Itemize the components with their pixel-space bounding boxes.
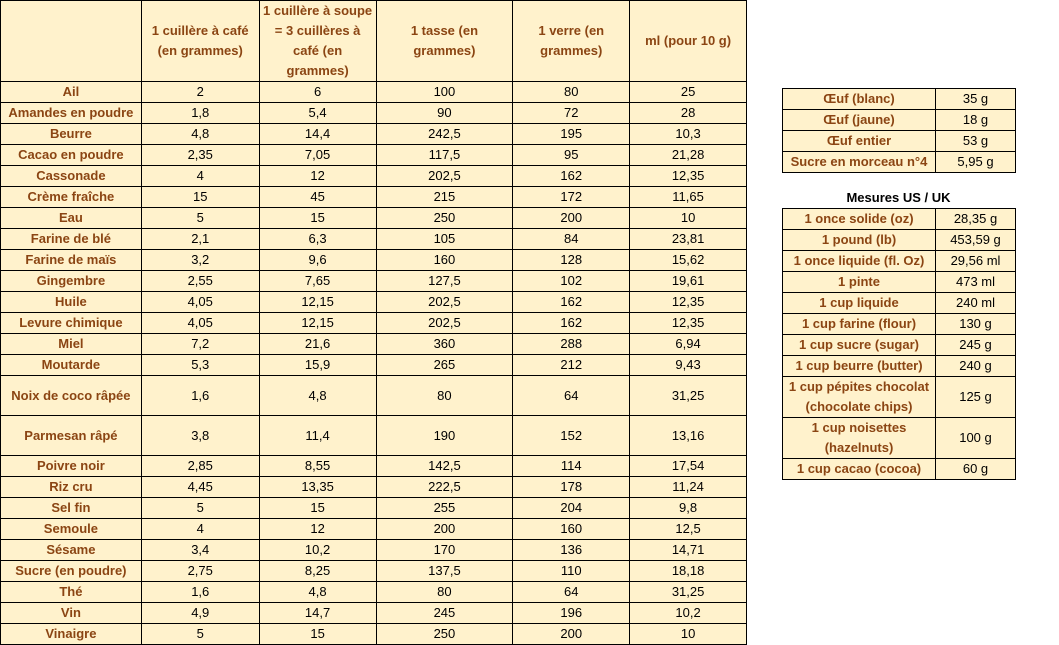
header-cell: 1 tasse (en grammes) (376, 1, 513, 82)
value-cell: 200 (513, 208, 630, 229)
value-cell: 80 (376, 376, 513, 416)
value-cell: 2,75 (141, 561, 259, 582)
value-cell: 4 (141, 519, 259, 540)
table-row (1, 376, 747, 416)
table-row (1, 456, 747, 477)
ingredient-name: Beurre (1, 124, 142, 145)
measure-value: 125 g (936, 377, 1016, 418)
value-cell: 15,62 (630, 250, 747, 271)
ingredient-name: Miel (1, 334, 142, 355)
value-cell: 265 (376, 355, 513, 376)
value-cell: 160 (513, 519, 630, 540)
ingredient-name: Sésame (1, 540, 142, 561)
measure-label: 1 once liquide (fl. Oz) (783, 251, 936, 272)
table-row (1, 355, 747, 376)
table-row (783, 89, 1016, 110)
table-row (783, 152, 1016, 173)
value-cell: 31,25 (630, 376, 747, 416)
header-row (1, 1, 747, 82)
value-cell: 5 (141, 498, 259, 519)
value-cell: 222,5 (376, 477, 513, 498)
value-cell: 64 (513, 376, 630, 416)
value-cell: 202,5 (376, 166, 513, 187)
value-cell: 4,05 (141, 292, 259, 313)
ingredient-name: Poivre noir (1, 456, 142, 477)
value-cell: 200 (513, 624, 630, 645)
value-cell: 250 (376, 208, 513, 229)
value-cell: 10 (630, 208, 747, 229)
table-row (1, 416, 747, 456)
ingredient-name: Vinaigre (1, 624, 142, 645)
measure-value: 130 g (936, 314, 1016, 335)
measure-value: 453,59 g (936, 230, 1016, 251)
table-row (1, 498, 747, 519)
table-row (1, 124, 747, 145)
measure-value: 245 g (936, 335, 1016, 356)
measure-value: 240 ml (936, 293, 1016, 314)
table-row (1, 271, 747, 292)
ingredient-name: Amandes en poudre (1, 103, 142, 124)
value-cell: 10,2 (259, 540, 376, 561)
value-cell: 170 (376, 540, 513, 561)
table-row (1, 477, 747, 498)
value-cell: 31,25 (630, 582, 747, 603)
measure-value: 18 g (936, 110, 1016, 131)
table-row (783, 251, 1016, 272)
ingredient-name: Cacao en poudre (1, 145, 142, 166)
value-cell: 105 (376, 229, 513, 250)
ingredient-name: Cassonade (1, 166, 142, 187)
value-cell: 7,65 (259, 271, 376, 292)
measure-value: 5,95 g (936, 152, 1016, 173)
value-cell: 7,05 (259, 145, 376, 166)
table-row (1, 624, 747, 645)
measure-label: 1 cup noisettes (hazelnuts) (783, 418, 936, 459)
value-cell: 4,8 (259, 582, 376, 603)
value-cell: 2,35 (141, 145, 259, 166)
ingredient-name: Sel fin (1, 498, 142, 519)
value-cell: 6,3 (259, 229, 376, 250)
value-cell: 12,35 (630, 166, 747, 187)
table-row (783, 230, 1016, 251)
table-row (1, 334, 747, 355)
table-row (1, 292, 747, 313)
value-cell: 21,6 (259, 334, 376, 355)
value-cell: 12 (259, 519, 376, 540)
value-cell: 162 (513, 313, 630, 334)
value-cell: 2 (141, 82, 259, 103)
table-row (783, 272, 1016, 293)
eggs-sugar-table (782, 88, 1016, 173)
value-cell: 17,54 (630, 456, 747, 477)
value-cell: 80 (513, 82, 630, 103)
value-cell: 204 (513, 498, 630, 519)
measure-label: 1 cup pépites chocolat (chocolate chips) (783, 377, 936, 418)
value-cell: 19,61 (630, 271, 747, 292)
ingredient-name: Eau (1, 208, 142, 229)
value-cell: 250 (376, 624, 513, 645)
value-cell: 90 (376, 103, 513, 124)
header-cell: 1 cuillère à café (en grammes) (141, 1, 259, 82)
measure-label: 1 cup sucre (sugar) (783, 335, 936, 356)
table-row (1, 208, 747, 229)
table-row (1, 603, 747, 624)
value-cell: 11,65 (630, 187, 747, 208)
table-row (783, 314, 1016, 335)
ingredient-name: Parmesan râpé (1, 416, 142, 456)
value-cell: 5,4 (259, 103, 376, 124)
value-cell: 4,8 (259, 376, 376, 416)
value-cell: 45 (259, 187, 376, 208)
header-cell: 1 cuillère à soupe = 3 cuillères à café (en grammes) (259, 1, 376, 82)
ingredient-name: Ail (1, 82, 142, 103)
value-cell: 245 (376, 603, 513, 624)
value-cell: 15 (141, 187, 259, 208)
value-cell: 10,3 (630, 124, 747, 145)
value-cell: 21,28 (630, 145, 747, 166)
measure-label: 1 cup liquide (783, 293, 936, 314)
value-cell: 15 (259, 208, 376, 229)
value-cell: 12 (259, 166, 376, 187)
value-cell: 190 (376, 416, 513, 456)
measure-label: 1 pinte (783, 272, 936, 293)
measure-label: 1 cup beurre (butter) (783, 356, 936, 377)
ingredient-name: Noix de coco râpée (1, 376, 142, 416)
value-cell: 15,9 (259, 355, 376, 376)
value-cell: 102 (513, 271, 630, 292)
value-cell: 212 (513, 355, 630, 376)
value-cell: 6,94 (630, 334, 747, 355)
table-row (1, 313, 747, 334)
table-row (783, 459, 1016, 480)
ingredient-name: Huile (1, 292, 142, 313)
value-cell: 162 (513, 292, 630, 313)
measure-value: 53 g (936, 131, 1016, 152)
measure-value: 60 g (936, 459, 1016, 480)
value-cell: 7,2 (141, 334, 259, 355)
value-cell: 1,6 (141, 582, 259, 603)
table-row (1, 166, 747, 187)
value-cell: 172 (513, 187, 630, 208)
value-cell: 15 (259, 498, 376, 519)
value-cell: 5,3 (141, 355, 259, 376)
value-cell: 4,8 (141, 124, 259, 145)
ingredient-name: Gingembre (1, 271, 142, 292)
value-cell: 72 (513, 103, 630, 124)
ingredient-name: Sucre (en poudre) (1, 561, 142, 582)
value-cell: 162 (513, 166, 630, 187)
table-row (1, 561, 747, 582)
table-row (783, 377, 1016, 418)
ingredient-name: Moutarde (1, 355, 142, 376)
us-uk-measures-table (782, 208, 1016, 480)
value-cell: 28 (630, 103, 747, 124)
value-cell: 360 (376, 334, 513, 355)
value-cell: 25 (630, 82, 747, 103)
header-cell: 1 verre (en grammes) (513, 1, 630, 82)
table-row (783, 293, 1016, 314)
value-cell: 2,1 (141, 229, 259, 250)
measure-value: 240 g (936, 356, 1016, 377)
value-cell: 14,7 (259, 603, 376, 624)
value-cell: 137,5 (376, 561, 513, 582)
value-cell: 64 (513, 582, 630, 603)
value-cell: 14,4 (259, 124, 376, 145)
value-cell: 195 (513, 124, 630, 145)
value-cell: 128 (513, 250, 630, 271)
value-cell: 12,15 (259, 313, 376, 334)
value-cell: 12,35 (630, 292, 747, 313)
value-cell: 136 (513, 540, 630, 561)
value-cell: 255 (376, 498, 513, 519)
value-cell: 14,71 (630, 540, 747, 561)
table-row (1, 250, 747, 271)
value-cell: 110 (513, 561, 630, 582)
measure-value: 35 g (936, 89, 1016, 110)
value-cell: 8,55 (259, 456, 376, 477)
table-row (783, 209, 1016, 230)
us-uk-measures-title: Mesures US / UK (846, 190, 951, 205)
value-cell: 196 (513, 603, 630, 624)
value-cell: 8,25 (259, 561, 376, 582)
value-cell: 12,5 (630, 519, 747, 540)
value-cell: 18,18 (630, 561, 747, 582)
value-cell: 117,5 (376, 145, 513, 166)
ingredient-name: Vin (1, 603, 142, 624)
value-cell: 4 (141, 166, 259, 187)
ingredient-name: Farine de blé (1, 229, 142, 250)
measure-label: Œuf (blanc) (783, 89, 936, 110)
table-row (1, 519, 747, 540)
value-cell: 2,85 (141, 456, 259, 477)
value-cell: 9,6 (259, 250, 376, 271)
measure-value: 28,35 g (936, 209, 1016, 230)
value-cell: 84 (513, 229, 630, 250)
value-cell: 4,05 (141, 313, 259, 334)
value-cell: 1,8 (141, 103, 259, 124)
value-cell: 12,15 (259, 292, 376, 313)
table-row (1, 540, 747, 561)
table-row (783, 356, 1016, 377)
measure-value: 473 ml (936, 272, 1016, 293)
value-cell: 202,5 (376, 292, 513, 313)
measure-value: 100 g (936, 418, 1016, 459)
value-cell: 160 (376, 250, 513, 271)
ingredient-name: Farine de maïs (1, 250, 142, 271)
value-cell: 5 (141, 208, 259, 229)
value-cell: 23,81 (630, 229, 747, 250)
value-cell: 12,35 (630, 313, 747, 334)
value-cell: 114 (513, 456, 630, 477)
value-cell: 9,43 (630, 355, 747, 376)
value-cell: 11,4 (259, 416, 376, 456)
table-row (1, 582, 747, 603)
value-cell: 2,55 (141, 271, 259, 292)
value-cell: 202,5 (376, 313, 513, 334)
table-row (1, 103, 747, 124)
value-cell: 5 (141, 624, 259, 645)
value-cell: 95 (513, 145, 630, 166)
table-row (783, 418, 1016, 459)
value-cell: 10 (630, 624, 747, 645)
value-cell: 4,45 (141, 477, 259, 498)
table-row (1, 145, 747, 166)
measure-label: Œuf entier (783, 131, 936, 152)
ingredient-name: Thé (1, 582, 142, 603)
ingredient-name: Crème fraîche (1, 187, 142, 208)
value-cell: 142,5 (376, 456, 513, 477)
value-cell: 200 (376, 519, 513, 540)
value-cell: 288 (513, 334, 630, 355)
table-row (783, 335, 1016, 356)
value-cell: 127,5 (376, 271, 513, 292)
value-cell: 1,6 (141, 376, 259, 416)
value-cell: 13,16 (630, 416, 747, 456)
header-cell (1, 1, 142, 82)
value-cell: 100 (376, 82, 513, 103)
header-cell: ml (pour 10 g) (630, 1, 747, 82)
measure-label: 1 once solide (oz) (783, 209, 936, 230)
value-cell: 10,2 (630, 603, 747, 624)
measure-label: 1 cup farine (flour) (783, 314, 936, 335)
value-cell: 3,4 (141, 540, 259, 561)
table-row (783, 131, 1016, 152)
value-cell: 178 (513, 477, 630, 498)
value-cell: 215 (376, 187, 513, 208)
table-row (1, 82, 747, 103)
measure-value: 29,56 ml (936, 251, 1016, 272)
measure-label: Sucre en morceau n°4 (783, 152, 936, 173)
value-cell: 9,8 (630, 498, 747, 519)
measure-label: 1 cup cacao (cocoa) (783, 459, 936, 480)
ingredient-name: Levure chimique (1, 313, 142, 334)
value-cell: 11,24 (630, 477, 747, 498)
ingredient-name: Semoule (1, 519, 142, 540)
value-cell: 15 (259, 624, 376, 645)
value-cell: 242,5 (376, 124, 513, 145)
value-cell: 3,8 (141, 416, 259, 456)
value-cell: 3,2 (141, 250, 259, 271)
table-row (1, 187, 747, 208)
value-cell: 152 (513, 416, 630, 456)
value-cell: 4,9 (141, 603, 259, 624)
value-cell: 13,35 (259, 477, 376, 498)
value-cell: 80 (376, 582, 513, 603)
measure-label: 1 pound (lb) (783, 230, 936, 251)
table-row (1, 229, 747, 250)
table-row (783, 110, 1016, 131)
value-cell: 6 (259, 82, 376, 103)
measure-label: Œuf (jaune) (783, 110, 936, 131)
ingredient-name: Riz cru (1, 477, 142, 498)
